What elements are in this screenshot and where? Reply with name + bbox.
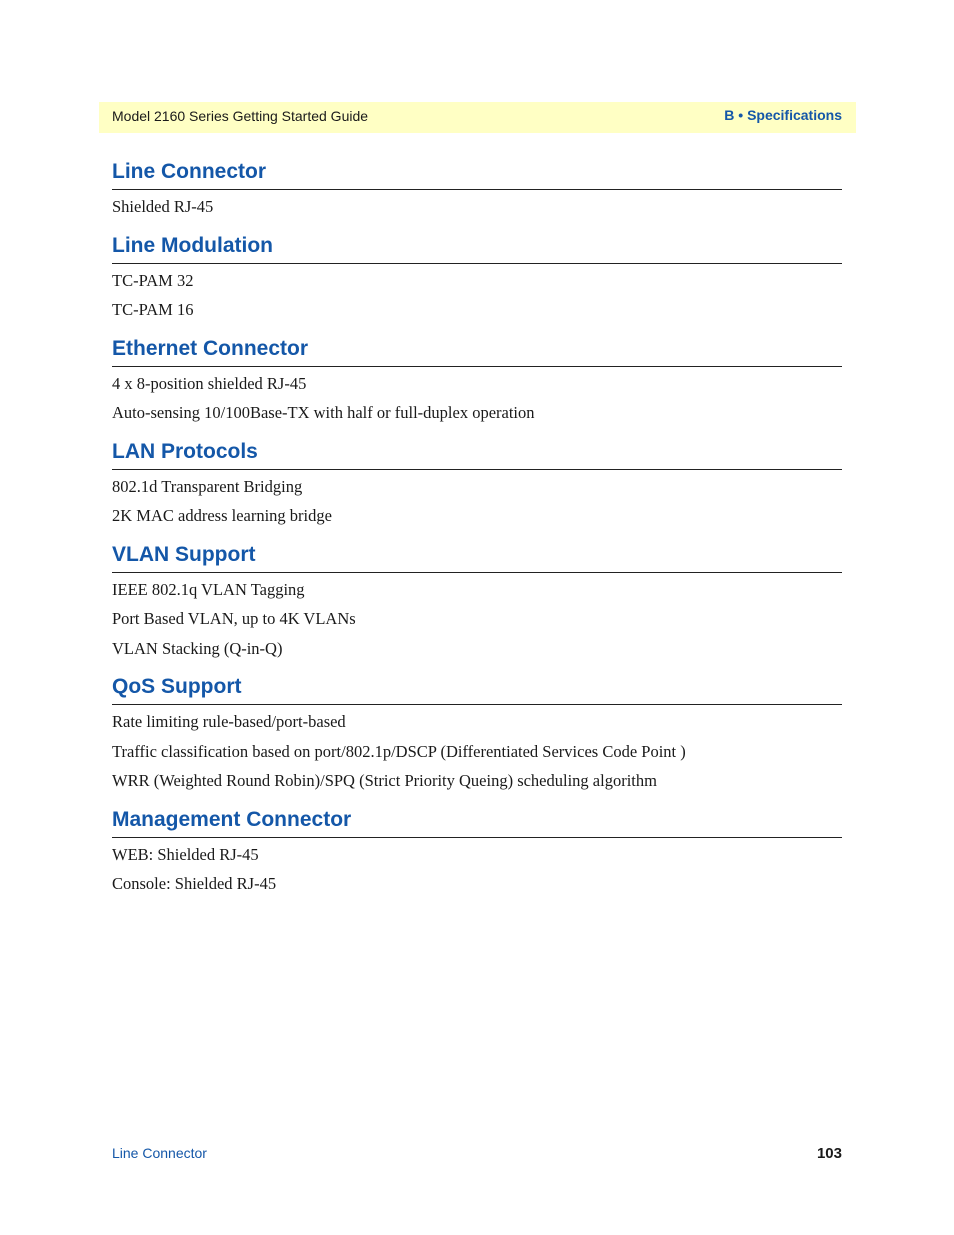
section-heading: QoS Support [112, 672, 842, 705]
spec-item: WEB: Shielded RJ-45 [112, 844, 259, 864]
section-heading: VLAN Support [112, 540, 842, 573]
spec-item: 4 x 8-position shielded RJ-45 [112, 373, 307, 393]
section-management-connector [112, 805, 842, 899]
specifications-content [112, 157, 842, 908]
section-lan-protocols [112, 437, 842, 531]
spec-item: Traffic classification based on port/802.1p/DSCP (Differentiated Services Code Point ) [112, 741, 686, 761]
page-header [99, 102, 856, 133]
spec-item: 802.1d Transparent Bridging [112, 476, 303, 496]
spec-item: 2K MAC address learning bridge [112, 506, 332, 525]
section-heading: Management Connector [112, 805, 842, 838]
spec-item: IEEE 802.1q VLAN Tagging [112, 579, 305, 599]
spec-item: Console: Shielded RJ-45 [112, 874, 277, 893]
section-heading: LAN Protocols [112, 437, 842, 470]
chapter-title: B • Specifications [724, 107, 842, 123]
spec-item: TC-PAM 16 [112, 300, 194, 319]
section-heading: Line Modulation [112, 231, 842, 264]
section-line-connector [112, 157, 842, 222]
spec-item: TC-PAM 32 [112, 270, 194, 290]
section-line-modulation [112, 231, 842, 325]
page-number: 103 [816, 1145, 842, 1162]
spec-item: Auto-sensing 10/100Base-TX with half or full-duplex operation [112, 403, 535, 422]
section-qos-support [112, 672, 842, 796]
footer-section-name: Line Connector [112, 1145, 207, 1161]
document-title: Model 2160 Series Getting Started Guide [112, 108, 369, 124]
spec-item: VLAN Stacking (Q-in-Q) [112, 638, 283, 658]
section-heading: Line Connector [112, 157, 842, 190]
section-ethernet-connector [112, 334, 842, 428]
section-heading: Ethernet Connector [112, 334, 842, 367]
spec-item: WRR (Weighted Round Robin)/SPQ (Strict Priority Queing) scheduling algorithm [112, 771, 657, 790]
spec-item: Port Based VLAN, up to 4K VLANs [112, 609, 356, 628]
spec-item: Shielded RJ-45 [112, 197, 214, 216]
section-vlan-support [112, 540, 842, 664]
spec-item: Rate limiting rule-based/port-based [112, 712, 346, 731]
